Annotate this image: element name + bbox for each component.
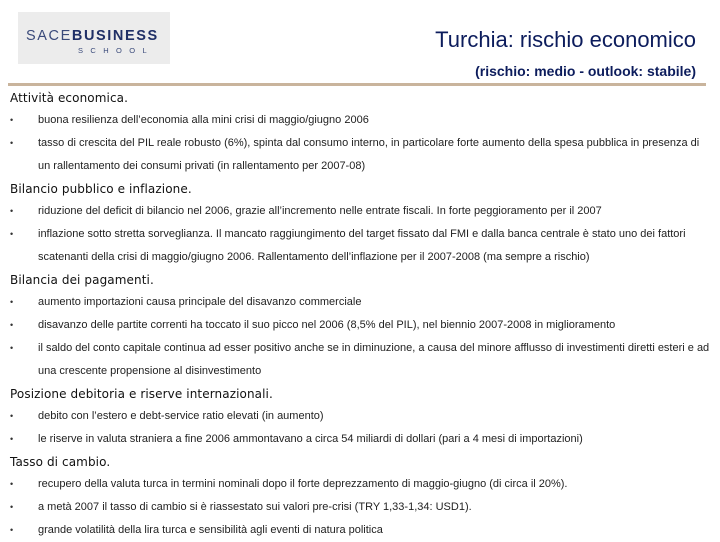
bullet-marker: •: [10, 343, 14, 353]
bullet-item: • il saldo del conto capitale continua ad esser positivo anche se in diminuzione, a causa del minore afflusso di investimenti diretti esteri e ad una crescente propensione al disinvestimento: [10, 337, 710, 383]
bullet-marker: •: [10, 525, 14, 535]
bullet-marker: •: [10, 115, 14, 125]
bullet-marker: •: [10, 138, 14, 148]
section-title-bilancia-pagamenti: Bilancia dei pagamenti.: [10, 273, 154, 287]
logo-school-text: SCHOOL: [78, 46, 155, 55]
page-subtitle: (rischio: medio - outlook: stabile): [475, 63, 696, 79]
bullet-item: • grande volatilità della lira turca e sensibilità agli eventi di natura politica: [10, 519, 710, 542]
bullet-item: • debito con l’estero e debt-service ratio elevati (in aumento): [10, 405, 710, 428]
bullet-marker: •: [10, 479, 14, 489]
sace-business-school-logo: [18, 12, 170, 64]
bullet-item: • inflazione sotto stretta sorveglianza. Il mancato raggiungimento del target fissato dal FMI e dalla banca centrale è stato uno dei fattori scatenanti della crisi di maggio/giugno 2006. Rallentamento dell’inflazione per il 2007-2008 (ma sempre a rischio): [10, 223, 710, 269]
section-title-posizione-debitoria: Posizione debitoria e riserve internazionali.: [10, 387, 273, 401]
bullet-item: • riduzione del deficit di bilancio nel 2006, grazie all’incremento nelle entrate fiscali. In forte peggioramento per il 2007: [10, 200, 710, 223]
slide-content: [10, 88, 710, 542]
bullet-marker: •: [10, 411, 14, 421]
page-title: Turchia: rischio economico: [435, 27, 696, 52]
bullet-marker: •: [10, 502, 14, 512]
bullet-marker: •: [10, 434, 14, 444]
bullet-item: • recupero della valuta turca in termini nominali dopo il forte deprezzamento di maggio-giugno (di circa il 20%).: [10, 473, 710, 496]
bullet-item: • disavanzo delle partite correnti ha toccato il suo picco nel 2006 (8,5% del PIL), nel biennio 2007-2008 in miglioramento: [10, 314, 710, 337]
bullet-item: • tasso di crescita del PIL reale robusto (6%), spinta dal consumo interno, in particolare forte aumento della spesa pubblica in presenza di un rallentamento dei consumi privati (in rallentamento per 2007-08): [10, 132, 710, 178]
logo-wordmark: SACEBUSINESS: [26, 28, 159, 44]
section-title-bilancio-pubblico: Bilancio pubblico e inflazione.: [10, 182, 192, 196]
header-divider: [8, 83, 706, 86]
bullet-item: • a metà 2007 il tasso di cambio si è riassestato sui valori pre-crisi (TRY 1,33-1,34: USD1).: [10, 496, 710, 519]
bullet-item: • le riserve in valuta straniera a fine 2006 ammontavano a circa 54 miliardi di dollari (pari a 4 mesi di importazioni): [10, 428, 710, 451]
section-title-attivita-economica: Attività economica.: [10, 91, 129, 105]
bullet-item: • aumento importazioni causa principale del disavanzo commerciale: [10, 291, 710, 314]
bullet-marker: •: [10, 206, 14, 216]
bullet-marker: •: [10, 229, 14, 239]
bullet-marker: •: [10, 320, 14, 330]
bullet-marker: •: [10, 297, 14, 307]
section-title-tasso-cambio: Tasso di cambio.: [10, 455, 111, 469]
bullet-item: • buona resilienza dell’economia alla mini crisi di maggio/giugno 2006: [10, 109, 710, 132]
